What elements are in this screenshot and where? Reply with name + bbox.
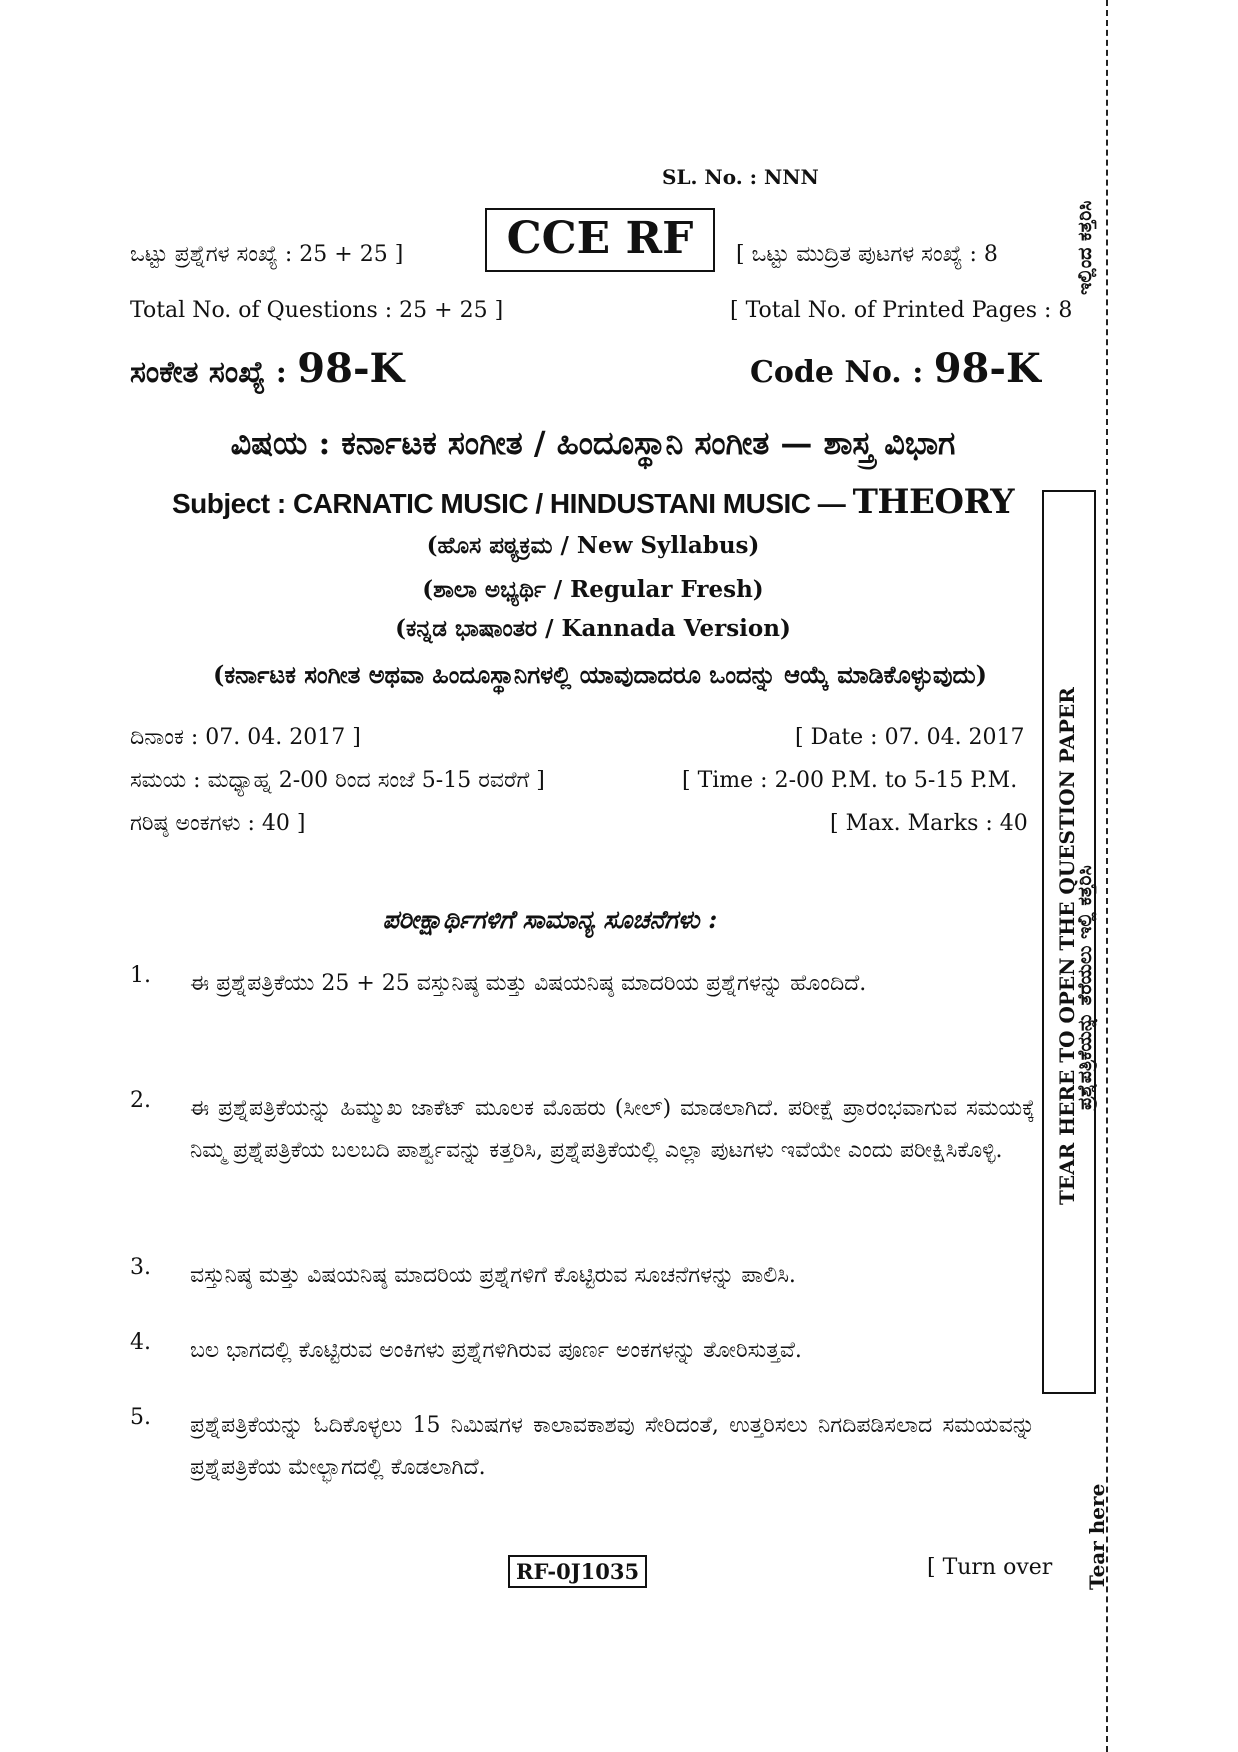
code-number-kn [130, 345, 404, 392]
candidate-line: (ಶಾಲಾ ಅಭ್ಯರ್ಥಿ / Regular Fresh) [422, 576, 764, 603]
tear-instruction-kn-top: ಇಲ್ಲಿಂದ ಕತ್ತರಿಸಿ [1074, 200, 1096, 295]
choose-line: (ಕರ್ನಾಟಕ ಸಂಗೀತ ಅಥವಾ ಹಿಂದೂಸ್ಥಾನಿಗಳಲ್ಲಿ ಯಾವುದಾದರೂ ಒಂದನ್ನು ಆಯ್ಕೆ ಮಾಡಿಕೊಳ್ಳುವುದು) [213, 660, 987, 689]
instruction-number: 1. [130, 963, 151, 988]
code-number-en [750, 345, 1041, 392]
printed-pages-en: [ Total No. of Printed Pages : 8 [730, 298, 1073, 323]
time-kn: ಸಮಯ : ಮಧ್ಯಾಹ್ನ 2-00 ರಿಂದ ಸಂಜೆ 5-15 ರವರೆಗೆ ] [130, 768, 545, 793]
marks-en: [ Max. Marks : 40 [830, 811, 1028, 836]
time-en: [ Time : 2-00 P.M. to 5-15 P.M. [682, 768, 1018, 793]
code-kn-label: ಸಂಕೇತ ಸಂಖ್ಯೆ : [130, 355, 287, 390]
total-questions-kn: ಒಟ್ಟು ಪ್ರಶ್ನೆಗಳ ಸಂಖ್ಯೆ : 25 + 25 ] [130, 242, 404, 267]
instruction-number: 4. [130, 1330, 151, 1355]
serial-number: SL. No. : NNN [662, 165, 819, 189]
subject-en-theory: THEORY [852, 482, 1015, 522]
tear-instruction-kn: ಪ್ರಶ್ನೆಪತ್ರಿಕೆಯನ್ನು ತೆರೆಯಲು ಇಲ್ಲಿ ಕತ್ತರಿಸಿ [1074, 865, 1096, 1110]
cce-label-box: CCE RF [485, 208, 715, 272]
instructions-heading: ಪರೀಕ್ಷಾರ್ಥಿಗಳಿಗೆ ಸಾಮಾನ್ಯ ಸೂಚನೆಗಳು : [382, 905, 718, 934]
code-kn-value: 98-K [297, 345, 405, 392]
instruction-text: ವಸ್ತುನಿಷ್ಠ ಮತ್ತು ವಿಷಯನಿಷ್ಠ ಮಾದರಿಯ ಪ್ರಶ್ನೆಗಳಿಗೆ ಕೊಟ್ಟಿರುವ ಸೂಚನೆಗಳನ್ನು ಪಾಲಿಸಿ. [190, 1263, 796, 1288]
instruction-text: ಈ ಪ್ರಶ್ನೆಪತ್ರಿಕೆಯನ್ನು ಹಿಮ್ಮುಖ ಜಾಕೆಟ್ ಮೂಲಕ ಮೊಹರು (ಸೀಲ್) ಮಾಡಲಾಗಿದೆ. ಪರೀಕ್ಷೆ ಪ್ರಾರಂಭವಾಗುವ ಸಮಯಕ್ಕೆ ನಿಮ್ಮ ಪ್ರಶ್ನೆಪತ್ರಿಕೆಯ ಬಲಬದಿ ಪಾರ್ಶ್ವವನ್ನು ಕತ್ತರಿಸಿ, ಪ್ರಶ್ನೆಪತ್ರಿಕೆಯಲ್ಲಿ ಎಲ್ಲಾ ಪುಟಗಳು ಇವೆಯೇ ಎಂದು ಪರೀಕ್ಷಿಸಿಕೊಳ್ಳಿ. [190, 1096, 1035, 1163]
date-kn: ದಿನಾಂಕ : 07. 04. 2017 ] [130, 725, 361, 750]
total-questions-en: Total No. of Questions : 25 + 25 ] [130, 298, 504, 323]
tear-instruction-en: TEAR HERE TO OPEN THE QUESTION PAPER [1055, 687, 1079, 1205]
code-en-label: Code No. : [750, 355, 924, 390]
subject-kn: ವಿಷಯ : ಕರ್ನಾಟಕ ಸಂಗೀತ / ಹಿಂದೂಸ್ಥಾನಿ ಸಂಗೀತ — ಶಾಸ್ತ್ರ ವಿಭಾಗ [230, 424, 956, 462]
marks-kn: ಗರಿಷ್ಠ ಅಂಕಗಳು : 40 ] [130, 811, 306, 836]
subject-en [148, 482, 1038, 522]
instruction-number: 5. [130, 1405, 151, 1430]
instruction-text: ಬಲ ಭಾಗದಲ್ಲಿ ಕೊಟ್ಟಿರುವ ಅಂಕಿಗಳು ಪ್ರಶ್ನೆಗಳಿಗಿರುವ ಪೂರ್ಣ ಅಂಕಗಳನ್ನು ತೋರಿಸುತ್ತವೆ. [190, 1338, 802, 1363]
instruction-number: 2. [130, 1088, 151, 1113]
printed-pages-kn: [ ಒಟ್ಟು ಮುದ್ರಿತ ಪುಟಗಳ ಸಂಖ್ಯೆ : 8 [736, 242, 998, 267]
code-en-value: 98-K [933, 345, 1041, 392]
syllabus-line: (ಹೊಸ ಪಠ್ಯಕ್ರಮ / New Syllabus) [426, 532, 760, 559]
instruction-text: ಪ್ರಶ್ನೆಪತ್ರಿಕೆಯನ್ನು ಓದಿಕೊಳ್ಳಲು 15 ನಿಮಿಷಗಳ ಕಾಲಾವಕಾಶವು ಸೇರಿದಂತೆ, ಉತ್ತರಿಸಲು ನಿಗದಿಪಡಿಸಲಾದ ಸಮಯವನ್ನು ಪ್ರಶ್ನೆಪತ್ರಿಕೆಯ ಮೇಲ್ಭಾಗದಲ್ಲಿ ಕೊಡಲಾಗಿದೆ. [190, 1413, 1035, 1480]
tear-here-label: Tear here [1085, 1483, 1109, 1590]
instruction-number: 3. [130, 1255, 151, 1280]
turn-over-text: [ Turn over [927, 1555, 1053, 1580]
instruction-text: ಈ ಪ್ರಶ್ನೆಪತ್ರಿಕೆಯು 25 + 25 ವಸ್ತುನಿಷ್ಠ ಮತ್ತು ವಿಷಯನಿಷ್ಠ ಮಾದರಿಯ ಪ್ರಶ್ನೆಗಳನ್ನು ಹೊಂದಿದೆ. [190, 971, 867, 996]
date-en: [ Date : 07. 04. 2017 [795, 725, 1025, 750]
paper-code-box: RF-0J1035 [508, 1555, 647, 1588]
subject-en-main: Subject : CARNATIC MUSIC / HINDUSTANI MUSIC — [171, 488, 846, 519]
version-line: (ಕನ್ನಡ ಭಾಷಾಂತರ / Kannada Version) [395, 615, 791, 642]
